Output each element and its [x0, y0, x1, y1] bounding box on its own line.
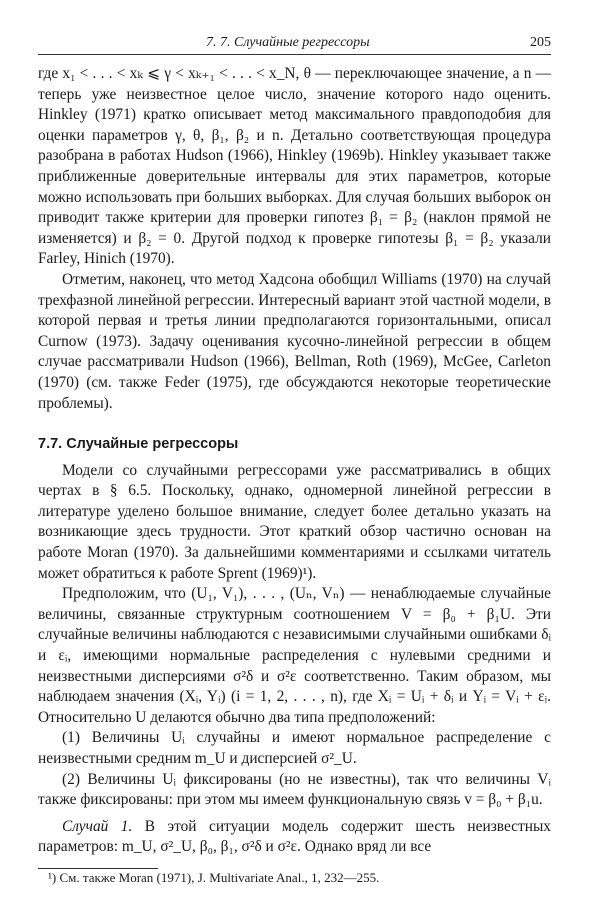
footnote: ¹) См. также Moran (1971), J. Multivariate Anal., 1, 232—255.: [48, 869, 380, 885]
paragraph-assumptions: Предположим, что (U₁, V₁), . . . , (Uₙ, Vₙ) — ненаблюдаемые случайные величины, связанные структурным соотношением V = β₀ + β₁U. Эти случайные величины наблюдаются с независимыми случайными ошибками δᵢ и εᵢ, имеющими нормальные распределения с нулевыми средними и неизвестными дисперсиями σ²δ и σ²ε соответственно. Таким образом, мы наблюдаем значения (Xᵢ, Yᵢ) (i = 1, 2, . . . , n), где Xᵢ = Uᵢ + δᵢ и Yᵢ = Vᵢ + εᵢ. Относительно U делаются обычно два типа предположений:: [38, 585, 551, 726]
list-item: (2) Величины Uᵢ фиксированы (но не известны), так что величины Vᵢ также фиксированы: при этом мы имеем функциональную связь v = β₀ + β₁u.: [38, 770, 551, 809]
list-item: (1) Величины Uᵢ случайны и имеют нормальное распределение с неизвестными средним m_U и дисперсией σ²_U.: [38, 729, 551, 767]
book-page: [38, 34, 551, 886]
paragraph-case-1: [38, 817, 551, 858]
case-text: В этой ситуации модель содержит шесть неизвестных параметров: m_U, σ²_U, β₀, β₁, σ²δ и σ²ε. Однако вряд ли все: [38, 817, 551, 856]
section-title: 7.7. Случайные регрессоры: [38, 436, 239, 453]
page-header: [38, 34, 551, 55]
paragraph-continuation: где x₁ < . . . < xₖ ⩽ γ < xₖ₊₁ < . . . < x_N, θ — переключающее значение, а n — теперь уже неизвестное целое число, значение которого надо оценить. Hinkley (1971) кратко описывает метод максимального правдоподобия для оценки параметров γ, θ, β₁, β₂ и n. Детально соответствующая процедура разобрана в работах Hudson (1966), Hinkley (1969b). Hinkley указывает также приближенные доверительные интервалы для этих параметров, которые можно использовать при больших выборках. Для случая больших выборок он приводит также критерии для проверки гипотез β₁ = β₂ (наклон прямой не изменяется) и β₂ = 0. Другой подход к проверке гипотезы β₁ = β₂ указали Farley, Hinich (1970).: [38, 65, 551, 268]
case-label: Случай 1.: [62, 817, 133, 835]
page-body: [38, 64, 551, 886]
paragraph-williams: Отметим, наконец, что метод Хадсона обобщил Williams (1970) на случай трехфазной линейной регрессии. Интересный вариант этой частной модели, в которой первая и третья линии предполагаются горизонтальными, описал Curnow (1973). Задачу оценивания кусочно-линейной регрессии в общем случае рассматривали Hudson (1966), Bellman, Roth (1969), McGee, Carleton (1970) (см. также Feder (1975), где обсуждаются некоторые теоретические проблемы).: [38, 270, 551, 412]
running-title: 7. 7. Случайные регрессоры: [206, 35, 370, 50]
page-number: 205: [530, 35, 551, 50]
paragraph-intro: Модели со случайными регрессорами уже рассматривались в общих чертах в § 6.5. Поскольку, однако, одномерной линейной регрессии в литературе уделено большое внимание, следует более детально указать на возникающие здесь трудности. Этот краткий обзор частично основан на работе Moran (1970). За дальнейшими комментариями и ссылками читатель может обратиться к работе Sprent (1969)¹).: [38, 461, 551, 582]
